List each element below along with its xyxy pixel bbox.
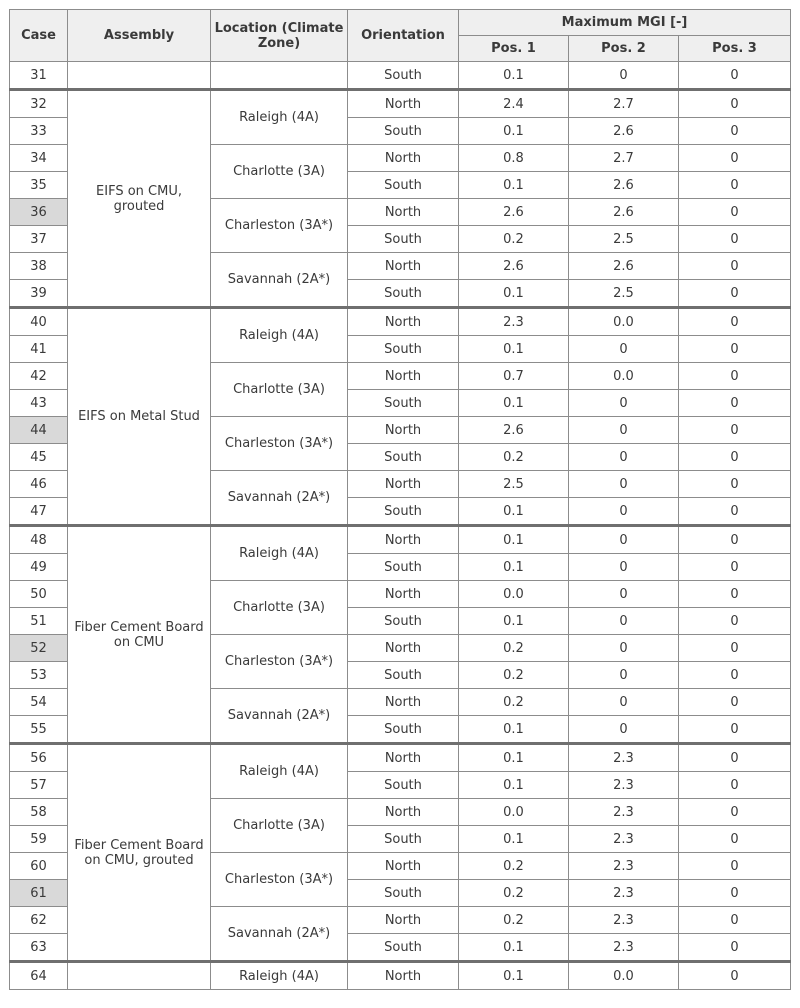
case-cell: 35 [10,172,68,199]
pos1-cell: 2.6 [459,199,569,226]
orientation-cell: North [348,363,459,390]
header-pos-1: Pos. 1 [459,36,569,62]
pos2-cell: 2.3 [569,772,679,799]
case-cell: 37 [10,226,68,253]
pos2-cell: 2.6 [569,253,679,280]
pos1-cell: 0.1 [459,772,569,799]
pos2-cell: 2.3 [569,744,679,772]
data-table [9,9,791,990]
pos1-cell: 0.1 [459,336,569,363]
pos2-cell: 2.7 [569,145,679,172]
orientation-cell: South [348,608,459,635]
location-cell: Raleigh (4A) [211,308,348,363]
location-cell: Charlotte (3A) [211,363,348,417]
pos3-cell: 0 [679,226,791,253]
orientation-cell: South [348,716,459,744]
pos2-cell: 0 [569,390,679,417]
pos3-cell: 0 [679,526,791,554]
pos3-cell: 0 [679,880,791,907]
pos2-cell: 2.3 [569,826,679,853]
case-cell: 47 [10,498,68,526]
case-cell: 63 [10,934,68,962]
assembly-cell: EIFS on CMU, grouted [68,90,211,308]
case-cell: 48 [10,526,68,554]
header-location: Location (Climate Zone) [211,10,348,62]
pos2-cell: 0 [569,62,679,90]
orientation-cell: North [348,689,459,716]
pos1-cell: 0.8 [459,145,569,172]
pos3-cell: 0 [679,662,791,689]
pos3-cell: 0 [679,172,791,199]
orientation-cell: South [348,336,459,363]
pos1-cell: 0.1 [459,498,569,526]
pos2-cell: 0 [569,526,679,554]
orientation-cell: North [348,199,459,226]
orientation-cell: North [348,853,459,880]
pos1-cell: 0.2 [459,880,569,907]
orientation-cell: South [348,226,459,253]
orientation-cell: South [348,390,459,417]
case-cell: 49 [10,554,68,581]
orientation-cell: North [348,90,459,118]
case-cell: 60 [10,853,68,880]
pos3-cell: 0 [679,554,791,581]
pos3-cell: 0 [679,199,791,226]
header-orientation: Orientation [348,10,459,62]
pos3-cell: 0 [679,253,791,280]
location-cell: Charlotte (3A) [211,581,348,635]
case-cell: 61 [10,880,68,907]
table-row [10,308,791,336]
location-cell [211,62,348,90]
pos1-cell: 0.2 [459,853,569,880]
pos1-cell: 0.2 [459,689,569,716]
case-cell: 64 [10,962,68,990]
case-cell: 44 [10,417,68,444]
case-cell: 41 [10,336,68,363]
location-cell: Raleigh (4A) [211,962,348,990]
orientation-cell: South [348,880,459,907]
pos1-cell: 0.2 [459,907,569,934]
header-case: Case [10,10,68,62]
pos2-cell: 0 [569,635,679,662]
pos2-cell: 0 [569,554,679,581]
pos3-cell: 0 [679,498,791,526]
location-cell: Charleston (3A*) [211,635,348,689]
pos2-cell: 2.7 [569,90,679,118]
case-cell: 62 [10,907,68,934]
pos1-cell: 0.2 [459,444,569,471]
location-cell: Savannah (2A*) [211,907,348,962]
header-max-mgi: Maximum MGI [-] [459,10,791,36]
header-pos-2: Pos. 2 [569,36,679,62]
assembly-cell: EIFS on Metal Stud [68,308,211,526]
pos1-cell: 2.4 [459,90,569,118]
pos1-cell: 0.1 [459,716,569,744]
header-assembly: Assembly [68,10,211,62]
case-cell: 46 [10,471,68,498]
orientation-cell: North [348,308,459,336]
pos2-cell: 2.5 [569,226,679,253]
pos3-cell: 0 [679,336,791,363]
orientation-cell: North [348,635,459,662]
pos3-cell: 0 [679,118,791,145]
pos3-cell: 0 [679,608,791,635]
case-cell: 32 [10,90,68,118]
pos2-cell: 0 [569,662,679,689]
pos2-cell: 2.3 [569,799,679,826]
orientation-cell: South [348,934,459,962]
case-cell: 50 [10,581,68,608]
pos3-cell: 0 [679,62,791,90]
pos2-cell: 0 [569,581,679,608]
orientation-cell: South [348,826,459,853]
pos2-cell: 2.3 [569,907,679,934]
pos3-cell: 0 [679,799,791,826]
pos2-cell: 0.0 [569,363,679,390]
pos1-cell: 0.1 [459,826,569,853]
orientation-cell: South [348,280,459,308]
pos2-cell: 2.3 [569,934,679,962]
pos2-cell: 2.5 [569,280,679,308]
pos2-cell: 2.3 [569,880,679,907]
pos1-cell: 0.1 [459,962,569,990]
pos1-cell: 0.1 [459,608,569,635]
pos1-cell: 0.1 [459,390,569,417]
case-cell: 55 [10,716,68,744]
pos2-cell: 0.0 [569,308,679,336]
case-cell: 45 [10,444,68,471]
pos2-cell: 0 [569,689,679,716]
orientation-cell: South [348,554,459,581]
pos3-cell: 0 [679,581,791,608]
case-cell: 33 [10,118,68,145]
pos1-cell: 2.3 [459,308,569,336]
location-cell: Charleston (3A*) [211,853,348,907]
location-cell: Savannah (2A*) [211,689,348,744]
table-row [10,962,791,990]
pos3-cell: 0 [679,744,791,772]
pos1-cell: 0.2 [459,635,569,662]
pos1-cell: 0.0 [459,581,569,608]
pos2-cell: 0 [569,336,679,363]
pos1-cell: 0.1 [459,934,569,962]
pos3-cell: 0 [679,635,791,662]
pos1-cell: 2.6 [459,417,569,444]
case-cell: 36 [10,199,68,226]
pos3-cell: 0 [679,826,791,853]
pos3-cell: 0 [679,308,791,336]
pos3-cell: 0 [679,90,791,118]
case-cell: 43 [10,390,68,417]
pos1-cell: 0.0 [459,799,569,826]
pos1-cell: 0.1 [459,118,569,145]
orientation-cell: South [348,118,459,145]
assembly-cell [68,962,211,990]
pos3-cell: 0 [679,363,791,390]
pos2-cell: 0 [569,716,679,744]
pos2-cell: 0 [569,471,679,498]
case-cell: 31 [10,62,68,90]
location-cell: Charleston (3A*) [211,199,348,253]
orientation-cell: South [348,662,459,689]
pos2-cell: 0 [569,608,679,635]
location-cell: Raleigh (4A) [211,526,348,581]
orientation-cell: South [348,498,459,526]
pos3-cell: 0 [679,716,791,744]
case-cell: 59 [10,826,68,853]
header-pos-3: Pos. 3 [679,36,791,62]
table-row [10,526,791,554]
case-cell: 54 [10,689,68,716]
case-cell: 38 [10,253,68,280]
pos1-cell: 0.1 [459,526,569,554]
case-cell: 34 [10,145,68,172]
orientation-cell: North [348,253,459,280]
assembly-cell: Fiber Cement Board on CMU [68,526,211,744]
case-cell: 57 [10,772,68,799]
orientation-cell: North [348,526,459,554]
pos3-cell: 0 [679,390,791,417]
orientation-cell: North [348,145,459,172]
pos2-cell: 2.6 [569,118,679,145]
mgi-results-table [9,9,790,990]
pos2-cell: 0 [569,498,679,526]
case-cell: 58 [10,799,68,826]
orientation-cell: North [348,962,459,990]
pos3-cell: 0 [679,689,791,716]
pos2-cell: 0.0 [569,962,679,990]
pos3-cell: 0 [679,962,791,990]
table-body [10,62,791,990]
orientation-cell: South [348,444,459,471]
location-cell: Charlotte (3A) [211,799,348,853]
pos3-cell: 0 [679,772,791,799]
orientation-cell: North [348,417,459,444]
assembly-cell [68,62,211,90]
orientation-cell: South [348,172,459,199]
pos1-cell: 0.2 [459,226,569,253]
case-cell: 56 [10,744,68,772]
case-cell: 52 [10,635,68,662]
pos2-cell: 0 [569,444,679,471]
case-cell: 42 [10,363,68,390]
pos3-cell: 0 [679,444,791,471]
pos1-cell: 0.1 [459,62,569,90]
orientation-cell: North [348,471,459,498]
table-row [10,62,791,90]
location-cell: Raleigh (4A) [211,744,348,799]
pos2-cell: 2.6 [569,199,679,226]
pos2-cell: 2.6 [569,172,679,199]
table-row [10,744,791,772]
pos1-cell: 0.1 [459,280,569,308]
orientation-cell: North [348,744,459,772]
assembly-cell: Fiber Cement Board on CMU, grouted [68,744,211,962]
pos3-cell: 0 [679,145,791,172]
location-cell: Charlotte (3A) [211,145,348,199]
location-cell: Savannah (2A*) [211,471,348,526]
orientation-cell: North [348,799,459,826]
pos3-cell: 0 [679,853,791,880]
orientation-cell: South [348,62,459,90]
pos3-cell: 0 [679,417,791,444]
location-cell: Raleigh (4A) [211,90,348,145]
pos3-cell: 0 [679,907,791,934]
pos1-cell: 0.1 [459,554,569,581]
location-cell: Charleston (3A*) [211,417,348,471]
pos1-cell: 0.1 [459,744,569,772]
case-cell: 51 [10,608,68,635]
pos1-cell: 2.6 [459,253,569,280]
pos1-cell: 2.5 [459,471,569,498]
orientation-cell: South [348,772,459,799]
pos2-cell: 0 [569,417,679,444]
case-cell: 40 [10,308,68,336]
orientation-cell: North [348,581,459,608]
pos1-cell: 0.1 [459,172,569,199]
pos3-cell: 0 [679,934,791,962]
pos1-cell: 0.7 [459,363,569,390]
location-cell: Savannah (2A*) [211,253,348,308]
table-row [10,90,791,118]
pos1-cell: 0.2 [459,662,569,689]
pos2-cell: 2.3 [569,853,679,880]
case-cell: 53 [10,662,68,689]
case-cell: 39 [10,280,68,308]
pos3-cell: 0 [679,280,791,308]
orientation-cell: North [348,907,459,934]
pos3-cell: 0 [679,471,791,498]
